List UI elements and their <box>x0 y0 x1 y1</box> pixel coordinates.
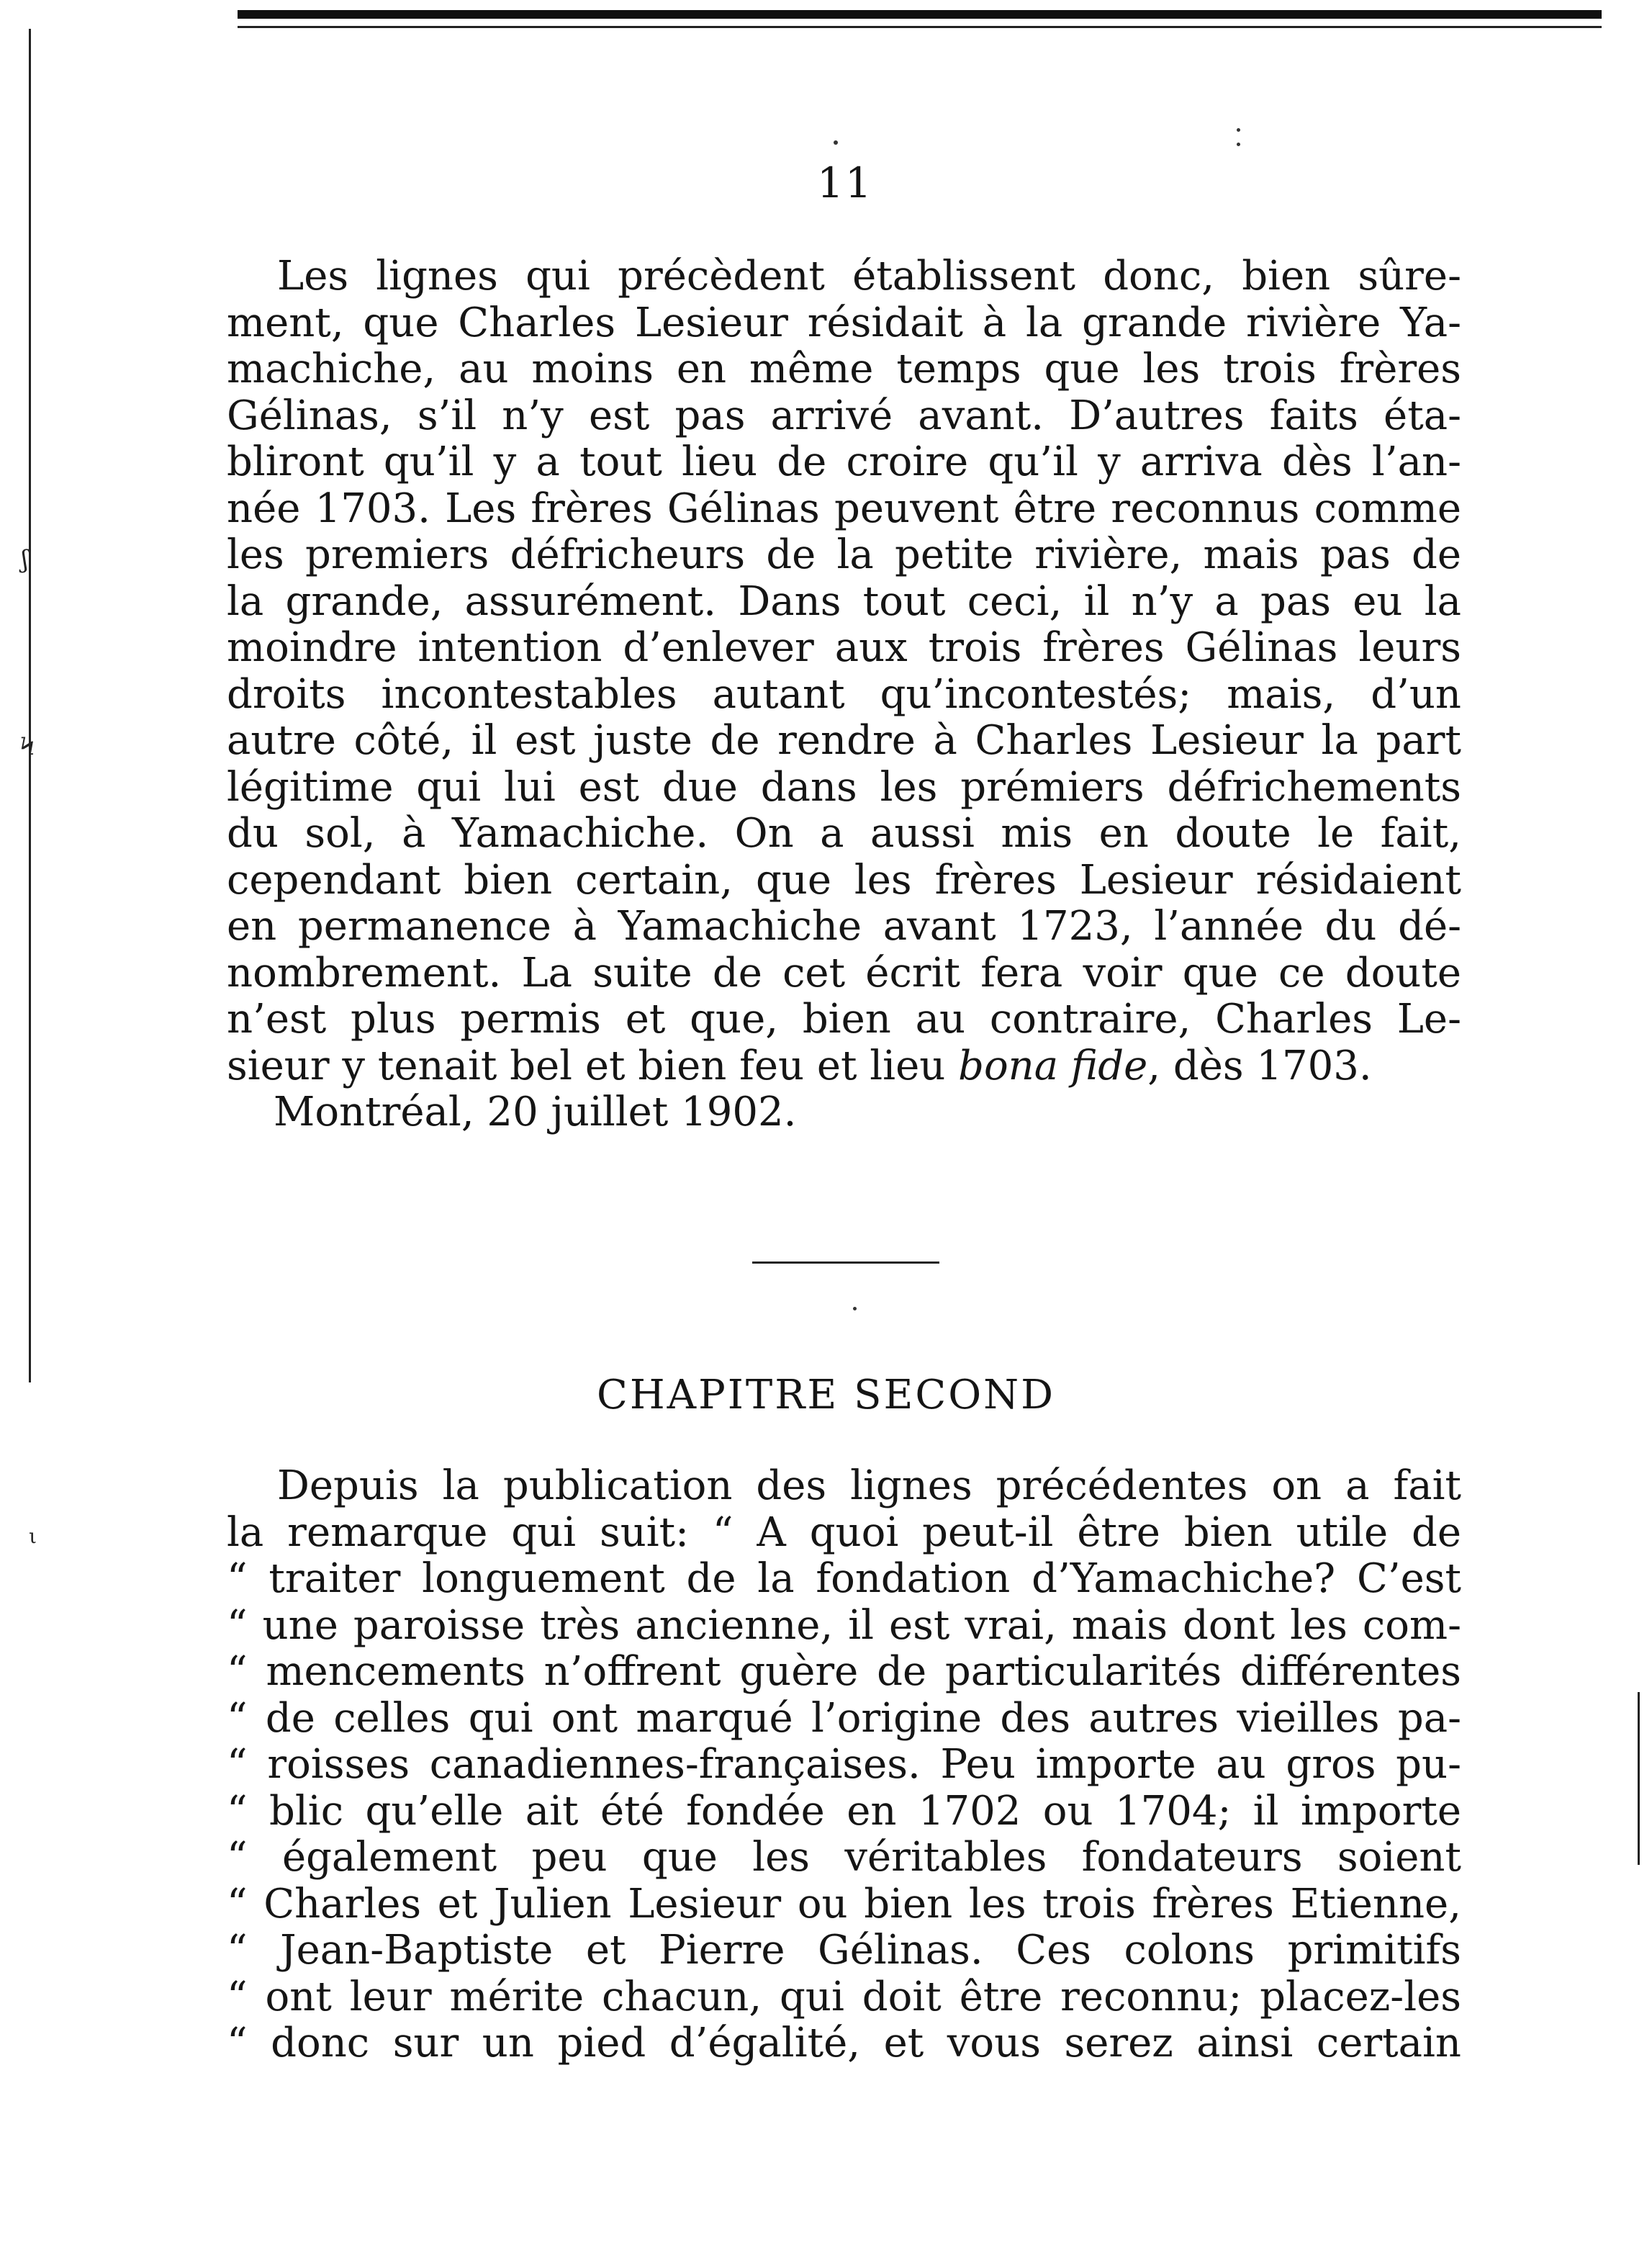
paragraph-2 <box>227 1463 1461 2067</box>
text-line: “ ont leur mérite chacun, qui doit être reconnu; placez-les <box>227 1974 1461 2020</box>
text-line: la grande, assurément. Dans tout ceci, il n’y a pas eu la <box>227 578 1461 625</box>
text-line: “ roisses canadiennes-françaises. Peu importe au gros pu- <box>227 1742 1461 1788</box>
margin-mark: Ϟ <box>20 732 35 761</box>
margin-line <box>29 29 31 1382</box>
speck <box>853 1307 857 1310</box>
text-line: Depuis la publication des lignes précédentes on a fait <box>277 1463 1461 1509</box>
page-number: 11 <box>817 158 873 207</box>
text-line: du sol, à Yamachiche. On a aussi mis en doute le fait, <box>227 811 1461 857</box>
text-line: les premiers défricheurs de la petite rivière, mais pas de <box>227 532 1461 578</box>
text-line-last <box>227 1043 1461 1090</box>
text-line: Gélinas, s’il n’y est pas arrivé avant. D’autres faits éta- <box>227 392 1461 439</box>
text-line: machiche, au moins en même temps que les trois frères <box>227 346 1461 392</box>
text-line: nombrement. La suite de cet écrit fera voir que ce doute <box>227 950 1461 997</box>
text-run: sieur y tenait bel et bien feu et lieu <box>227 1043 959 1089</box>
text-line: cependant bien certain, que les frères Lesieur résidaient <box>227 857 1461 904</box>
text-line: Les lignes qui précèdent établissent donc, bien sûre- <box>277 253 1461 300</box>
top-rule-thin <box>238 26 1602 28</box>
dateline: Montréal, 20 juillet 1902. <box>274 1089 797 1135</box>
text-line: ment, que Charles Lesieur résidait à la grande rivière Ya- <box>227 300 1461 346</box>
text-line: la remarque qui suit: “ A quoi peut-il être bien utile de <box>227 1509 1461 1556</box>
text-line: “ Charles et Julien Lesieur ou bien les trois frères Etienne, <box>227 1881 1461 1928</box>
text-line: n’est plus permis et que, bien au contraire, Charles Le- <box>227 997 1461 1043</box>
text-line: “ traiter longuement de la fondation d’Yamachiche? C’est <box>227 1556 1461 1602</box>
text-line: “ Jean-Baptiste et Pierre Gélinas. Ces colons primitifs <box>227 1928 1461 1974</box>
italic-phrase: bona fide <box>958 1043 1148 1089</box>
text-line: “ donc sur un pied d’égalité, et vous serez ainsi certain <box>227 2020 1461 2066</box>
text-line: “ de celles qui ont marqué l’origine des autres vieilles pa- <box>227 1695 1461 1742</box>
paragraph-1 <box>227 253 1461 1136</box>
text-line: “ mencements n’offrent guère de particularités différentes <box>227 1649 1461 1695</box>
text-line: née 1703. Les frères Gélinas peuvent être reconnus comme <box>227 485 1461 532</box>
top-rule <box>238 10 1602 19</box>
text-line: légitime qui lui est due dans les prémiers défrichements <box>227 764 1461 811</box>
chapter-title: CHAPITRE SECOND <box>596 1372 1056 1418</box>
text-line: droits incontestables autant qu’incontestés; mais, d’un <box>227 671 1461 718</box>
margin-mark: ʃ <box>22 545 29 574</box>
speck <box>834 140 838 145</box>
speck <box>1237 128 1240 132</box>
text-line: moindre intention d’enlever aux trois frères Gélinas leurs <box>227 625 1461 671</box>
text-line: “ également peu que les véritables fondateurs soient <box>227 1835 1461 1881</box>
margin-mark: ι <box>29 1524 37 1548</box>
speck <box>1237 143 1240 146</box>
text-line: “ blic qu’elle ait été fondée en 1702 ou 1704; il importe <box>227 1788 1461 1835</box>
text-run: , dès 1703. <box>1147 1043 1372 1089</box>
chapter-rule <box>752 1261 939 1264</box>
text-line: bliront qu’il y a tout lieu de croire qu’il y arriva dès l’an- <box>227 439 1461 485</box>
text-line: autre côté, il est juste de rendre à Charles Lesieur la part <box>227 718 1461 764</box>
margin-line-right <box>1638 1692 1640 1865</box>
text-line: en permanence à Yamachiche avant 1723, l’année du dé- <box>227 904 1461 950</box>
text-line: “ une paroisse très ancienne, il est vrai, mais dont les com- <box>227 1602 1461 1649</box>
